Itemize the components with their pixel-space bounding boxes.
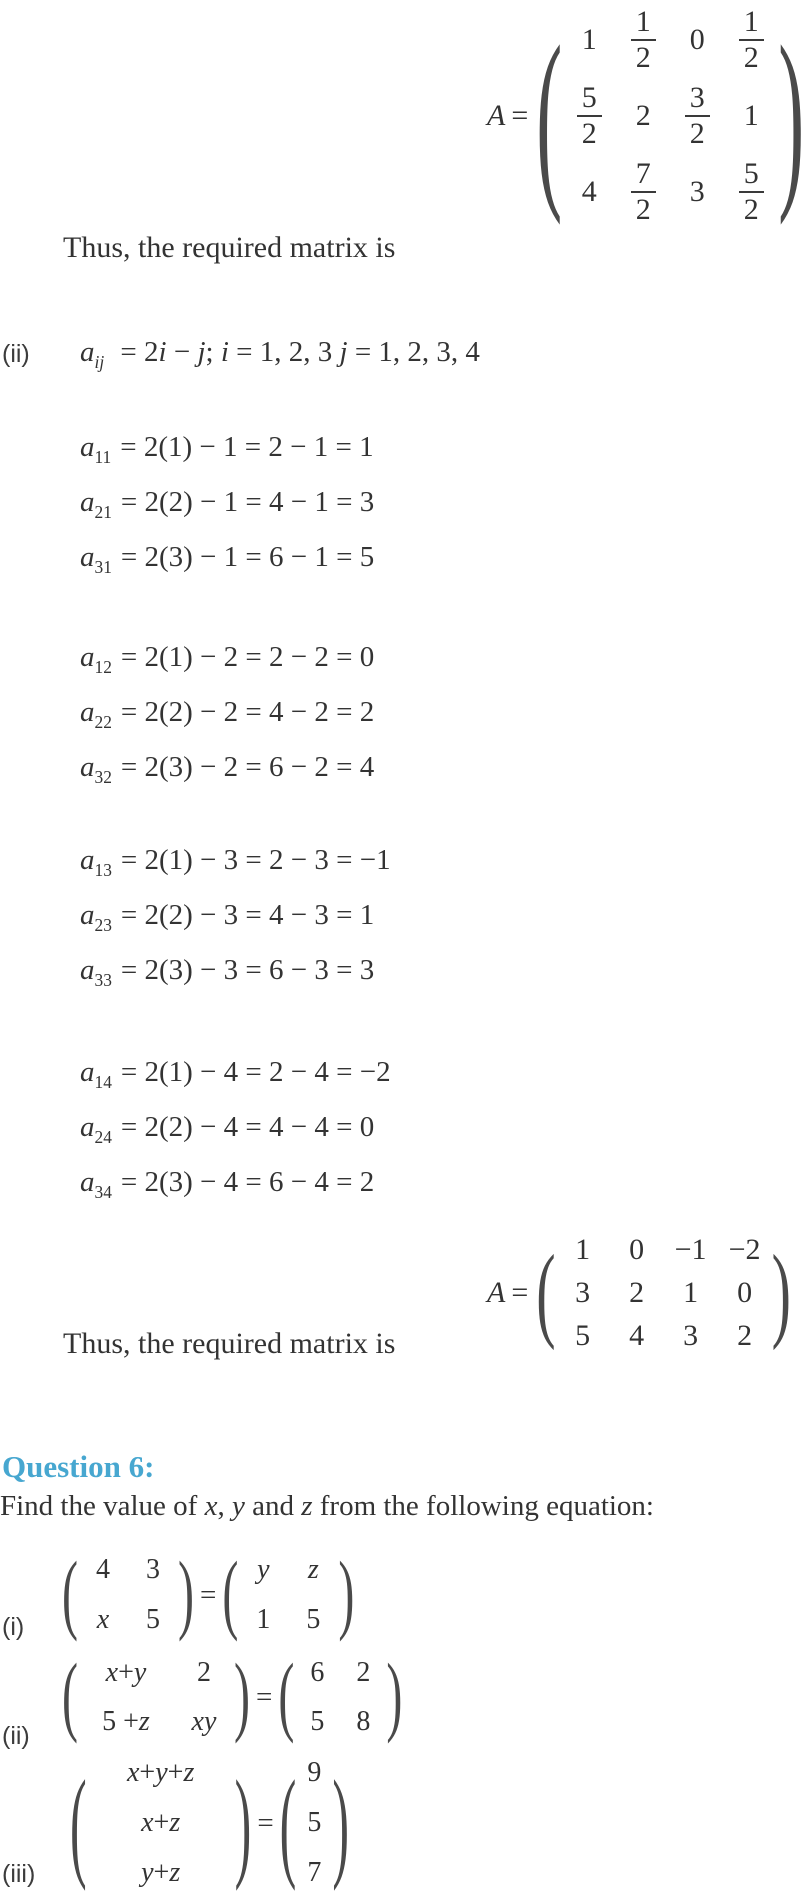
right-paren: ) bbox=[778, 3, 805, 226]
rule-definition bbox=[80, 336, 480, 372]
fraction: $\frac{1}{2}$ bbox=[631, 5, 656, 76]
matrix-variable: A bbox=[487, 1276, 506, 1309]
matrix-row bbox=[87, 1848, 235, 1898]
computation-expression: = 2(1) − 1 = 2 − 1 = 1 bbox=[120, 431, 374, 463]
computation-line bbox=[80, 685, 374, 740]
matrix-cell: 9 bbox=[307, 1757, 322, 1788]
fraction: $\frac{5}{2}$ bbox=[739, 157, 764, 228]
matrix-row bbox=[78, 1595, 178, 1645]
matrix-variable: A bbox=[487, 99, 506, 132]
rule-lhs: $a_{ij}$ bbox=[80, 336, 105, 372]
matrix-cell: 7 bbox=[307, 1857, 322, 1888]
matrix-row bbox=[238, 1545, 338, 1595]
matrix-cell: 4 bbox=[629, 1319, 645, 1352]
left-paren: ( bbox=[70, 1754, 87, 1892]
item-label-i: (i) bbox=[2, 1613, 25, 1641]
left-paren: ( bbox=[62, 1545, 78, 1644]
matrix-row bbox=[556, 1315, 772, 1358]
matrix-row bbox=[556, 1272, 772, 1315]
equals-sign: = bbox=[257, 1806, 274, 1839]
matrix bbox=[536, 1229, 791, 1358]
matrix-cell: 1 bbox=[743, 99, 759, 132]
matrix-cell bbox=[616, 5, 670, 76]
equation-iii bbox=[70, 1748, 349, 1898]
matrix-cell: x + z bbox=[141, 1807, 181, 1838]
right-matrix bbox=[222, 1545, 354, 1645]
computation-line bbox=[80, 740, 374, 795]
matrix-cell: x + y + z bbox=[126, 1757, 195, 1788]
right-matrix bbox=[278, 1648, 402, 1746]
matrix-cell: 0 bbox=[689, 23, 705, 56]
computation-expression: = 2(2) − 3 = 4 − 3 = 1 bbox=[120, 899, 375, 931]
right-paren: ) bbox=[177, 1545, 194, 1644]
matrix-row bbox=[556, 1229, 772, 1272]
computation-line bbox=[80, 833, 391, 888]
equals-sign: = bbox=[511, 1276, 529, 1309]
matrix-cell: 4 bbox=[581, 175, 597, 208]
matrix-cell: 5 bbox=[575, 1319, 591, 1352]
matrix-entry-symbol: $a_{11}$ bbox=[80, 431, 112, 467]
matrix-cell bbox=[724, 157, 778, 228]
computation-expression: = 2(2) − 2 = 4 − 2 = 2 bbox=[120, 696, 375, 728]
matrix-cell: 3 bbox=[575, 1276, 591, 1309]
matrix-cell: −2 bbox=[728, 1233, 761, 1266]
right-paren: ) bbox=[233, 1647, 250, 1746]
computation-expression: = 2(2) − 4 = 4 − 4 = 0 bbox=[120, 1111, 375, 1143]
question-prompt: Find the value of x, y and z from the following equation: bbox=[0, 1490, 654, 1522]
right-paren: ) bbox=[332, 1754, 349, 1892]
computation-line bbox=[80, 1100, 391, 1155]
computation-expression: = 2(2) − 1 = 4 − 1 = 3 bbox=[120, 486, 375, 518]
matrix-row bbox=[296, 1748, 332, 1798]
matrix-row bbox=[87, 1798, 235, 1848]
matrix-row bbox=[296, 1848, 332, 1898]
matrix bbox=[536, 2, 804, 230]
matrix-row bbox=[294, 1648, 386, 1697]
right-paren: ) bbox=[338, 1545, 355, 1644]
matrix-cell: 5 + z bbox=[102, 1705, 150, 1737]
equals-sign: = bbox=[255, 1680, 273, 1713]
rule-rhs: = 2i − j; i = 1, 2, 3 j = 1, 2, 3, 4 bbox=[120, 336, 480, 368]
matrix-entry-symbol: $a_{24}$ bbox=[80, 1111, 112, 1147]
left-matrix bbox=[62, 1545, 194, 1645]
fraction: $\frac{1}{2}$ bbox=[739, 5, 764, 76]
matrix-cell bbox=[670, 81, 724, 152]
left-paren: ( bbox=[222, 1545, 239, 1644]
matrix-cell: x bbox=[96, 1604, 110, 1635]
left-paren: ( bbox=[278, 1647, 295, 1746]
thus-statement: Thus, the required matrix is bbox=[63, 1327, 396, 1360]
matrix-cell bbox=[724, 5, 778, 76]
right-paren: ) bbox=[771, 1232, 791, 1352]
matrix-entry-symbol: $a_{33}$ bbox=[80, 954, 112, 990]
matrix-grid bbox=[78, 1545, 178, 1645]
equation-i bbox=[62, 1545, 354, 1645]
computation-expression: = 2(1) − 2 = 2 − 2 = 0 bbox=[120, 641, 375, 673]
computation-line bbox=[80, 630, 374, 685]
matrix-row bbox=[296, 1798, 332, 1848]
matrix-entry-symbol: $a_{22}$ bbox=[80, 696, 112, 732]
matrix-cell: 0 bbox=[629, 1233, 645, 1266]
matrix-cell: 2 bbox=[196, 1656, 211, 1688]
left-matrix bbox=[62, 1648, 250, 1746]
matrix-entry-symbol: $a_{21}$ bbox=[80, 486, 112, 522]
right-matrix bbox=[280, 1748, 349, 1898]
matrix-cell: y bbox=[257, 1554, 270, 1585]
matrix-cell: 2 bbox=[635, 99, 651, 132]
matrix-row bbox=[238, 1595, 338, 1645]
matrix-cell: 3 bbox=[145, 1554, 160, 1585]
matrix-entry-symbol: $a_{14}$ bbox=[80, 1056, 112, 1092]
matrix-cell: 2 bbox=[737, 1319, 753, 1352]
right-paren: ) bbox=[386, 1647, 403, 1746]
matrix-grid bbox=[78, 1648, 234, 1746]
matrix-cell: 1 bbox=[683, 1276, 699, 1309]
item-label-ii: (ii) bbox=[2, 1722, 30, 1750]
matrix-cell: 8 bbox=[356, 1705, 371, 1737]
computation-expression: = 2(3) − 2 = 6 − 2 = 4 bbox=[120, 751, 375, 783]
computation-line bbox=[80, 530, 374, 585]
computation-expression: = 2(1) − 3 = 2 − 3 = −1 bbox=[120, 844, 391, 876]
matrix-cell: 5 bbox=[307, 1807, 322, 1838]
matrix-cell: 3 bbox=[683, 1319, 699, 1352]
left-matrix bbox=[70, 1748, 251, 1898]
computation-expression: = 2(3) − 4 = 6 − 4 = 2 bbox=[120, 1166, 375, 1198]
matrix-cell: 1 bbox=[575, 1233, 591, 1266]
computation-expression: = 2(1) − 4 = 2 − 4 = −2 bbox=[120, 1056, 391, 1088]
matrix-cell: 1 bbox=[581, 23, 597, 56]
matrix-cell bbox=[616, 157, 670, 228]
matrix-row bbox=[78, 1697, 234, 1746]
matrix-entry-symbol: $a_{23}$ bbox=[80, 899, 112, 935]
matrix-cell: 5 bbox=[310, 1705, 325, 1737]
equals-sign: = bbox=[199, 1578, 217, 1611]
equals-sign: = bbox=[511, 99, 529, 132]
computation-block-col4 bbox=[80, 1045, 391, 1210]
matrix-entry-symbol: $a_{13}$ bbox=[80, 844, 112, 880]
matrix-entry-symbol: $a_{34}$ bbox=[80, 1166, 112, 1202]
fraction: $\frac{5}{2}$ bbox=[577, 81, 602, 152]
matrix-cell: xy bbox=[191, 1705, 217, 1737]
matrix-row bbox=[78, 1648, 234, 1697]
matrix-grid bbox=[87, 1748, 235, 1898]
matrix-row bbox=[562, 2, 778, 78]
computation-line bbox=[80, 888, 391, 943]
left-paren: ( bbox=[536, 3, 563, 226]
matrix-cell: −1 bbox=[674, 1233, 707, 1266]
matrix-grid bbox=[238, 1545, 338, 1645]
computation-line bbox=[80, 420, 374, 475]
item-label-iii: (iii) bbox=[2, 1860, 36, 1888]
computation-expression: = 2(3) − 1 = 6 − 1 = 5 bbox=[120, 541, 375, 573]
computation-line bbox=[80, 943, 391, 998]
matrix-cell: 3 bbox=[689, 175, 705, 208]
matrix-cell: y + z bbox=[141, 1857, 181, 1888]
left-paren: ( bbox=[62, 1647, 78, 1746]
matrix-cell: 4 bbox=[95, 1554, 110, 1585]
left-paren: ( bbox=[536, 1232, 556, 1352]
computation-line bbox=[80, 1045, 391, 1100]
fraction: $\frac{3}{2}$ bbox=[685, 81, 710, 152]
fraction: $\frac{7}{2}$ bbox=[631, 157, 656, 228]
matrix-cell: 2 bbox=[629, 1276, 645, 1309]
matrix-entry-symbol: $a_{12}$ bbox=[80, 641, 112, 677]
matrix-cell: 0 bbox=[737, 1276, 753, 1309]
matrix-row bbox=[78, 1545, 178, 1595]
matrix-cell: 5 bbox=[306, 1604, 321, 1635]
left-paren: ( bbox=[279, 1754, 297, 1892]
matrix-cell: 2 bbox=[356, 1656, 371, 1688]
matrix-grid bbox=[556, 1229, 772, 1358]
matrix-cell: 6 bbox=[310, 1656, 325, 1688]
right-paren: ) bbox=[234, 1754, 252, 1892]
computation-block-col1 bbox=[80, 420, 374, 585]
matrix-cell: x + y bbox=[105, 1656, 147, 1688]
matrix-row bbox=[87, 1748, 235, 1798]
computation-block-col2 bbox=[80, 630, 374, 795]
matrix-grid bbox=[294, 1648, 386, 1746]
matrix-entry-symbol: $a_{32}$ bbox=[80, 751, 112, 787]
equation-ii bbox=[62, 1648, 402, 1746]
computation-expression: = 2(3) − 3 = 6 − 3 = 3 bbox=[120, 954, 375, 986]
matrix-row bbox=[294, 1697, 386, 1746]
computation-block-col3 bbox=[80, 833, 391, 998]
matrix-entry-symbol: $a_{31}$ bbox=[80, 541, 112, 577]
matrix-grid bbox=[562, 2, 778, 230]
matrix-row bbox=[562, 78, 778, 154]
matrix-equation-integer bbox=[487, 1226, 791, 1360]
matrix-row bbox=[562, 154, 778, 230]
computation-line bbox=[80, 475, 374, 530]
matrix-cell bbox=[562, 81, 616, 152]
matrix-equation-fractional bbox=[487, 0, 804, 232]
matrix-cell: 5 bbox=[145, 1604, 160, 1635]
matrix-grid bbox=[296, 1748, 332, 1898]
computation-line bbox=[80, 1155, 391, 1210]
matrix-cell: 1 bbox=[256, 1604, 271, 1635]
thus-statement: Thus, the required matrix is bbox=[63, 231, 396, 264]
question-heading: Question 6: bbox=[2, 1449, 155, 1484]
matrix-cell: z bbox=[307, 1554, 319, 1585]
item-label-ii: (ii) bbox=[2, 340, 30, 368]
